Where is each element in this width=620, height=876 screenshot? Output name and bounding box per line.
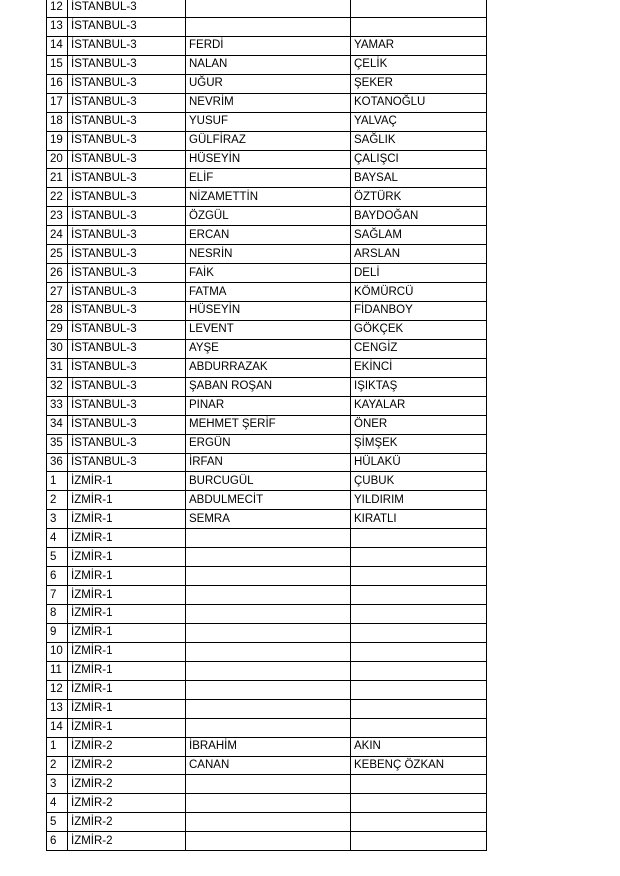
last-name-cell: HÜLAKÜ bbox=[351, 453, 487, 472]
district-cell: İSTANBUL-3 bbox=[68, 264, 186, 283]
row-number-cell: 5 bbox=[47, 813, 68, 832]
row-number-cell: 9 bbox=[47, 623, 68, 642]
last-name-cell bbox=[351, 775, 487, 794]
table-row bbox=[47, 718, 487, 737]
first-name-cell bbox=[186, 529, 351, 548]
district-cell: İZMİR-1 bbox=[68, 605, 186, 624]
last-name-cell: EKİNCİ bbox=[351, 358, 487, 377]
table-row bbox=[47, 112, 487, 131]
first-name-cell: ABDURRAZAK bbox=[186, 358, 351, 377]
row-number-cell: 8 bbox=[47, 605, 68, 624]
first-name-cell bbox=[186, 605, 351, 624]
first-name-cell bbox=[186, 548, 351, 567]
district-cell: İZMİR-1 bbox=[68, 529, 186, 548]
row-number-cell: 4 bbox=[47, 529, 68, 548]
district-cell: İSTANBUL-3 bbox=[68, 131, 186, 150]
district-cell: İZMİR-1 bbox=[68, 472, 186, 491]
first-name-cell bbox=[186, 0, 351, 17]
district-cell: İSTANBUL-3 bbox=[68, 0, 186, 17]
last-name-cell bbox=[351, 832, 487, 851]
first-name-cell: UĞUR bbox=[186, 74, 351, 93]
last-name-cell: YILDIRIM bbox=[351, 491, 487, 510]
table-row bbox=[47, 17, 487, 36]
table-row bbox=[47, 264, 487, 283]
table-row bbox=[47, 567, 487, 586]
last-name-cell: KEBENÇ ÖZKAN bbox=[351, 756, 487, 775]
last-name-cell: SAĞLIK bbox=[351, 131, 487, 150]
table-row bbox=[47, 302, 487, 321]
row-number-cell: 26 bbox=[47, 264, 68, 283]
district-cell: İSTANBUL-3 bbox=[68, 226, 186, 245]
first-name-cell bbox=[186, 642, 351, 661]
first-name-cell: NEVRİM bbox=[186, 93, 351, 112]
row-number-cell: 12 bbox=[47, 680, 68, 699]
row-number-cell: 4 bbox=[47, 794, 68, 813]
last-name-cell: KAYALAR bbox=[351, 396, 487, 415]
district-cell: İSTANBUL-3 bbox=[68, 320, 186, 339]
last-name-cell bbox=[351, 567, 487, 586]
table-row bbox=[47, 150, 487, 169]
district-cell: İZMİR-1 bbox=[68, 567, 186, 586]
table-row bbox=[47, 377, 487, 396]
first-name-cell: MEHMET ŞERİF bbox=[186, 415, 351, 434]
row-number-cell: 6 bbox=[47, 832, 68, 851]
first-name-cell: NALAN bbox=[186, 55, 351, 74]
row-number-cell: 31 bbox=[47, 358, 68, 377]
last-name-cell: GÖKÇEK bbox=[351, 320, 487, 339]
table-row bbox=[47, 605, 487, 624]
row-number-cell: 35 bbox=[47, 434, 68, 453]
last-name-cell: YAMAR bbox=[351, 36, 487, 55]
last-name-cell: IŞIKTAŞ bbox=[351, 377, 487, 396]
first-name-cell: NESRİN bbox=[186, 245, 351, 264]
row-number-cell: 29 bbox=[47, 320, 68, 339]
first-name-cell: ELİF bbox=[186, 169, 351, 188]
first-name-cell: FERDİ bbox=[186, 36, 351, 55]
district-cell: İSTANBUL-3 bbox=[68, 453, 186, 472]
first-name-cell bbox=[186, 775, 351, 794]
row-number-cell: 30 bbox=[47, 339, 68, 358]
district-cell: İZMİR-1 bbox=[68, 718, 186, 737]
last-name-cell: ÇELİK bbox=[351, 55, 487, 74]
row-number-cell: 1 bbox=[47, 472, 68, 491]
last-name-cell: CENGİZ bbox=[351, 339, 487, 358]
last-name-cell: KOTANOĞLU bbox=[351, 93, 487, 112]
table-row bbox=[47, 245, 487, 264]
row-number-cell: 2 bbox=[47, 491, 68, 510]
row-number-cell: 12 bbox=[47, 0, 68, 17]
table-row bbox=[47, 642, 487, 661]
last-name-cell: KIRATLI bbox=[351, 510, 487, 529]
row-number-cell: 19 bbox=[47, 131, 68, 150]
district-cell: İZMİR-1 bbox=[68, 680, 186, 699]
table-row bbox=[47, 737, 487, 756]
district-cell: İSTANBUL-3 bbox=[68, 112, 186, 131]
district-cell: İSTANBUL-3 bbox=[68, 55, 186, 74]
first-name-cell: ERGÜN bbox=[186, 434, 351, 453]
table-row bbox=[47, 396, 487, 415]
last-name-cell bbox=[351, 718, 487, 737]
table-row bbox=[47, 93, 487, 112]
last-name-cell: ÖZTÜRK bbox=[351, 188, 487, 207]
first-name-cell: GÜLFİRAZ bbox=[186, 131, 351, 150]
first-name-cell: YUSUF bbox=[186, 112, 351, 131]
last-name-cell bbox=[351, 623, 487, 642]
district-cell: İSTANBUL-3 bbox=[68, 339, 186, 358]
first-name-cell: LEVENT bbox=[186, 320, 351, 339]
row-number-cell: 34 bbox=[47, 415, 68, 434]
table-row bbox=[47, 55, 487, 74]
first-name-cell: FAİK bbox=[186, 264, 351, 283]
first-name-cell: HÜSEYİN bbox=[186, 302, 351, 321]
district-cell: İSTANBUL-3 bbox=[68, 150, 186, 169]
last-name-cell: ÇALIŞCI bbox=[351, 150, 487, 169]
first-name-cell bbox=[186, 699, 351, 718]
district-cell: İZMİR-1 bbox=[68, 699, 186, 718]
last-name-cell: BAYDOĞAN bbox=[351, 207, 487, 226]
last-name-cell: KÖMÜRCÜ bbox=[351, 283, 487, 302]
district-cell: İZMİR-2 bbox=[68, 737, 186, 756]
first-name-cell bbox=[186, 567, 351, 586]
first-name-cell bbox=[186, 586, 351, 605]
first-name-cell: CANAN bbox=[186, 756, 351, 775]
table-row bbox=[47, 794, 487, 813]
table-row bbox=[47, 339, 487, 358]
last-name-cell: ŞİMŞEK bbox=[351, 434, 487, 453]
first-name-cell bbox=[186, 661, 351, 680]
row-number-cell: 3 bbox=[47, 510, 68, 529]
row-number-cell: 1 bbox=[47, 737, 68, 756]
row-number-cell: 10 bbox=[47, 642, 68, 661]
table-row bbox=[47, 775, 487, 794]
district-cell: İSTANBUL-3 bbox=[68, 74, 186, 93]
row-number-cell: 11 bbox=[47, 661, 68, 680]
district-cell: İSTANBUL-3 bbox=[68, 396, 186, 415]
table-row bbox=[47, 226, 487, 245]
first-name-cell: ÖZGÜL bbox=[186, 207, 351, 226]
row-number-cell: 32 bbox=[47, 377, 68, 396]
row-number-cell: 6 bbox=[47, 567, 68, 586]
first-name-cell: İRFAN bbox=[186, 453, 351, 472]
district-cell: İZMİR-1 bbox=[68, 623, 186, 642]
last-name-cell bbox=[351, 642, 487, 661]
table-row bbox=[47, 510, 487, 529]
row-number-cell: 28 bbox=[47, 302, 68, 321]
district-cell: İSTANBUL-3 bbox=[68, 169, 186, 188]
district-cell: İSTANBUL-3 bbox=[68, 36, 186, 55]
district-cell: İSTANBUL-3 bbox=[68, 283, 186, 302]
first-name-cell bbox=[186, 680, 351, 699]
district-cell: İZMİR-2 bbox=[68, 775, 186, 794]
first-name-cell bbox=[186, 794, 351, 813]
last-name-cell: BAYSAL bbox=[351, 169, 487, 188]
district-cell: İSTANBUL-3 bbox=[68, 93, 186, 112]
district-cell: İZMİR-2 bbox=[68, 813, 186, 832]
last-name-cell bbox=[351, 813, 487, 832]
first-name-cell: HÜSEYİN bbox=[186, 150, 351, 169]
district-cell: İZMİR-2 bbox=[68, 756, 186, 775]
district-cell: İSTANBUL-3 bbox=[68, 377, 186, 396]
table-row bbox=[47, 169, 487, 188]
table-row bbox=[47, 36, 487, 55]
table-row bbox=[47, 699, 487, 718]
first-name-cell: ABDULMECİT bbox=[186, 491, 351, 510]
last-name-cell: ARSLAN bbox=[351, 245, 487, 264]
last-name-cell bbox=[351, 680, 487, 699]
row-number-cell: 24 bbox=[47, 226, 68, 245]
table-row bbox=[47, 623, 487, 642]
table-row bbox=[47, 586, 487, 605]
first-name-cell: İBRAHİM bbox=[186, 737, 351, 756]
row-number-cell: 25 bbox=[47, 245, 68, 264]
district-cell: İZMİR-1 bbox=[68, 548, 186, 567]
last-name-cell: SAĞLAM bbox=[351, 226, 487, 245]
last-name-cell bbox=[351, 699, 487, 718]
row-number-cell: 20 bbox=[47, 150, 68, 169]
row-number-cell: 17 bbox=[47, 93, 68, 112]
first-name-cell bbox=[186, 17, 351, 36]
district-cell: İZMİR-1 bbox=[68, 586, 186, 605]
first-name-cell: ŞABAN ROŞAN bbox=[186, 377, 351, 396]
first-name-cell: FATMA bbox=[186, 283, 351, 302]
district-cell: İSTANBUL-3 bbox=[68, 415, 186, 434]
row-number-cell: 3 bbox=[47, 775, 68, 794]
district-cell: İSTANBUL-3 bbox=[68, 358, 186, 377]
row-number-cell: 33 bbox=[47, 396, 68, 415]
row-number-cell: 16 bbox=[47, 74, 68, 93]
first-name-cell bbox=[186, 623, 351, 642]
district-cell: İZMİR-2 bbox=[68, 832, 186, 851]
row-number-cell: 22 bbox=[47, 188, 68, 207]
last-name-cell: ÖNER bbox=[351, 415, 487, 434]
last-name-cell bbox=[351, 794, 487, 813]
last-name-cell bbox=[351, 529, 487, 548]
candidate-table bbox=[46, 0, 487, 851]
first-name-cell: PINAR bbox=[186, 396, 351, 415]
district-cell: İZMİR-1 bbox=[68, 510, 186, 529]
last-name-cell bbox=[351, 17, 487, 36]
table-row bbox=[47, 548, 487, 567]
row-number-cell: 15 bbox=[47, 55, 68, 74]
row-number-cell: 21 bbox=[47, 169, 68, 188]
district-cell: İSTANBUL-3 bbox=[68, 17, 186, 36]
table-row bbox=[47, 832, 487, 851]
table-row bbox=[47, 74, 487, 93]
table-row bbox=[47, 491, 487, 510]
row-number-cell: 18 bbox=[47, 112, 68, 131]
district-cell: İSTANBUL-3 bbox=[68, 188, 186, 207]
table-row bbox=[47, 358, 487, 377]
first-name-cell: NİZAMETTİN bbox=[186, 188, 351, 207]
first-name-cell bbox=[186, 832, 351, 851]
first-name-cell: ERCAN bbox=[186, 226, 351, 245]
row-number-cell: 14 bbox=[47, 718, 68, 737]
table-row bbox=[47, 434, 487, 453]
last-name-cell: YALVAÇ bbox=[351, 112, 487, 131]
table-row bbox=[47, 207, 487, 226]
table-row bbox=[47, 283, 487, 302]
district-cell: İSTANBUL-3 bbox=[68, 207, 186, 226]
last-name-cell: ÇUBUK bbox=[351, 472, 487, 491]
first-name-cell: AYŞE bbox=[186, 339, 351, 358]
row-number-cell: 13 bbox=[47, 17, 68, 36]
district-cell: İSTANBUL-3 bbox=[68, 245, 186, 264]
last-name-cell bbox=[351, 548, 487, 567]
table-row bbox=[47, 529, 487, 548]
table-row bbox=[47, 415, 487, 434]
row-number-cell: 2 bbox=[47, 756, 68, 775]
table-row bbox=[47, 453, 487, 472]
first-name-cell: SEMRA bbox=[186, 510, 351, 529]
table-row bbox=[47, 472, 487, 491]
table-row bbox=[47, 756, 487, 775]
table-row bbox=[47, 661, 487, 680]
row-number-cell: 27 bbox=[47, 283, 68, 302]
table-row bbox=[47, 188, 487, 207]
last-name-cell bbox=[351, 605, 487, 624]
last-name-cell: ŞEKER bbox=[351, 74, 487, 93]
first-name-cell: BURCUGÜL bbox=[186, 472, 351, 491]
last-name-cell bbox=[351, 586, 487, 605]
district-cell: İSTANBUL-3 bbox=[68, 434, 186, 453]
row-number-cell: 36 bbox=[47, 453, 68, 472]
row-number-cell: 7 bbox=[47, 586, 68, 605]
row-number-cell: 23 bbox=[47, 207, 68, 226]
table-row bbox=[47, 813, 487, 832]
district-cell: İZMİR-2 bbox=[68, 794, 186, 813]
row-number-cell: 5 bbox=[47, 548, 68, 567]
first-name-cell bbox=[186, 718, 351, 737]
row-number-cell: 14 bbox=[47, 36, 68, 55]
last-name-cell bbox=[351, 0, 487, 17]
table-row bbox=[47, 680, 487, 699]
last-name-cell: DELİ bbox=[351, 264, 487, 283]
table-body bbox=[47, 0, 487, 851]
table-row bbox=[47, 320, 487, 339]
district-cell: İZMİR-1 bbox=[68, 661, 186, 680]
last-name-cell: FİDANBOY bbox=[351, 302, 487, 321]
last-name-cell: AKIN bbox=[351, 737, 487, 756]
district-cell: İZMİR-1 bbox=[68, 642, 186, 661]
last-name-cell bbox=[351, 661, 487, 680]
district-cell: İZMİR-1 bbox=[68, 491, 186, 510]
district-cell: İSTANBUL-3 bbox=[68, 302, 186, 321]
table-row bbox=[47, 131, 487, 150]
table-row bbox=[47, 0, 487, 17]
row-number-cell: 13 bbox=[47, 699, 68, 718]
first-name-cell bbox=[186, 813, 351, 832]
